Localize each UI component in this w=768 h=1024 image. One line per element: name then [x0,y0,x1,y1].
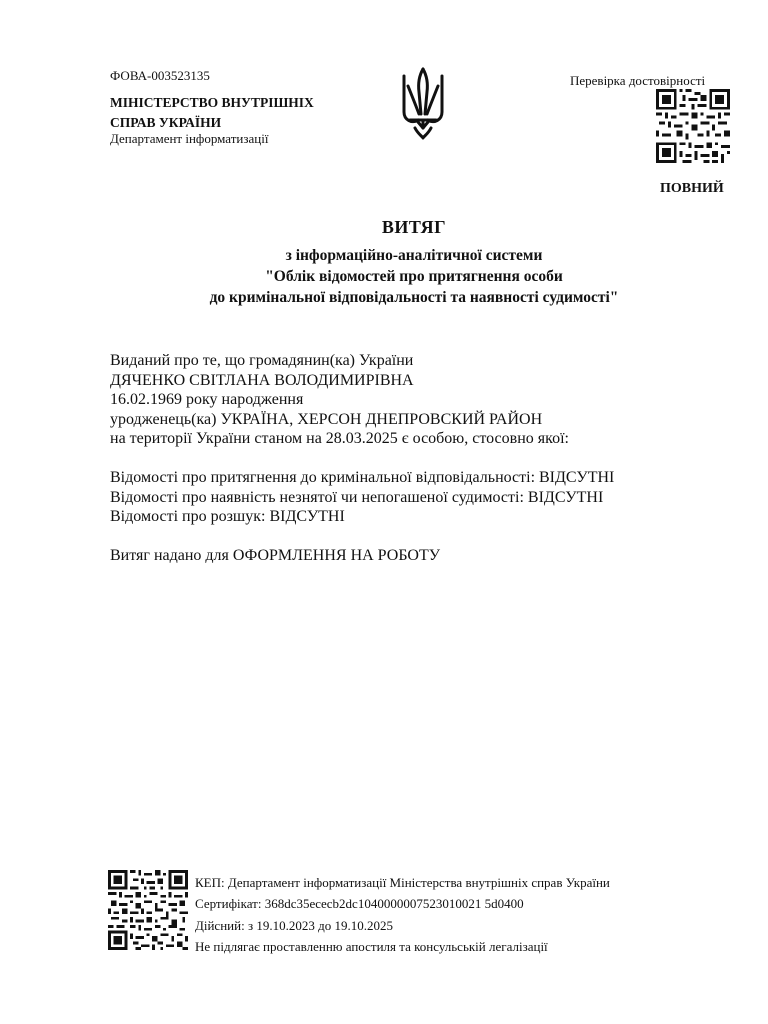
verify-label: Перевірка достовірності [570,73,706,88]
subtitle-line-3: до кримінальної відповідальності та наявності судимості" [209,289,619,306]
intro-line: Виданий про те, що громадянин(ка) України [110,352,414,369]
ministry-name [110,93,314,133]
department-name: Департамент інформатизації [110,131,269,146]
kep-line: КЕП: Департамент інформатизації Міністерства внутрішніх справ України [195,875,610,890]
criminal-liability-info: Відомості про притягнення до кримінальної відповідальності: ВІДСУТНІ [110,469,615,486]
trident-emblem-icon [398,66,448,140]
birth-date: 16.02.1969 року народження [110,391,304,408]
purpose-line: Витяг надано для ОФОРМЛЕННЯ НА РОБОТУ [110,547,441,564]
document-title-block [84,217,744,308]
birthplace: уродженець(ка) УКРАЇНА, ХЕРСОН ДНЕПРОВСКИЙ РАЙОН [110,410,543,428]
status-line: на території України станом на 28.03.2025 є особою, стосовно якої: [110,430,569,447]
ministry-line-2: СПРАВ УКРАЇНИ [110,115,222,130]
ministry-line-1: МІНІСТЕРСТВО ВНУТРІШНІХ [110,95,314,110]
subtitle-line-2: "Облік відомостей про притягнення особи [265,268,563,285]
signature-block [195,872,610,957]
document-number: ФОВА-003523135 [110,68,210,83]
certificate-line: Сертифікат: 368dc35ececb2dc1040000007523010021 5d0400 [195,896,524,912]
wanted-info: Відомості про розшук: ВІДСУТНІ [110,508,345,525]
document-title: ВИТЯГ [381,217,447,237]
apostille-line: Не підлягає проставленню апостиля та консульській легалізації [195,938,548,954]
document-body [110,351,614,566]
verify-qr-code-icon[interactable] [654,89,732,163]
person-name: ДЯЧЕНКО СВІТЛАНА ВОЛОДИМИРІВНА [110,371,414,389]
subtitle-line-1: з інформаційно-аналітичної системи [285,247,543,264]
completeness-label: ПОВНИЙ [660,181,724,196]
validity-line: Дійсний: з 19.10.2023 до 19.10.2025 [195,917,393,933]
conviction-info: Відомості про наявність незнятої чи непогашеної судимості: ВІДСУТНІ [110,488,604,506]
signature-qr-code-icon[interactable] [108,870,188,950]
